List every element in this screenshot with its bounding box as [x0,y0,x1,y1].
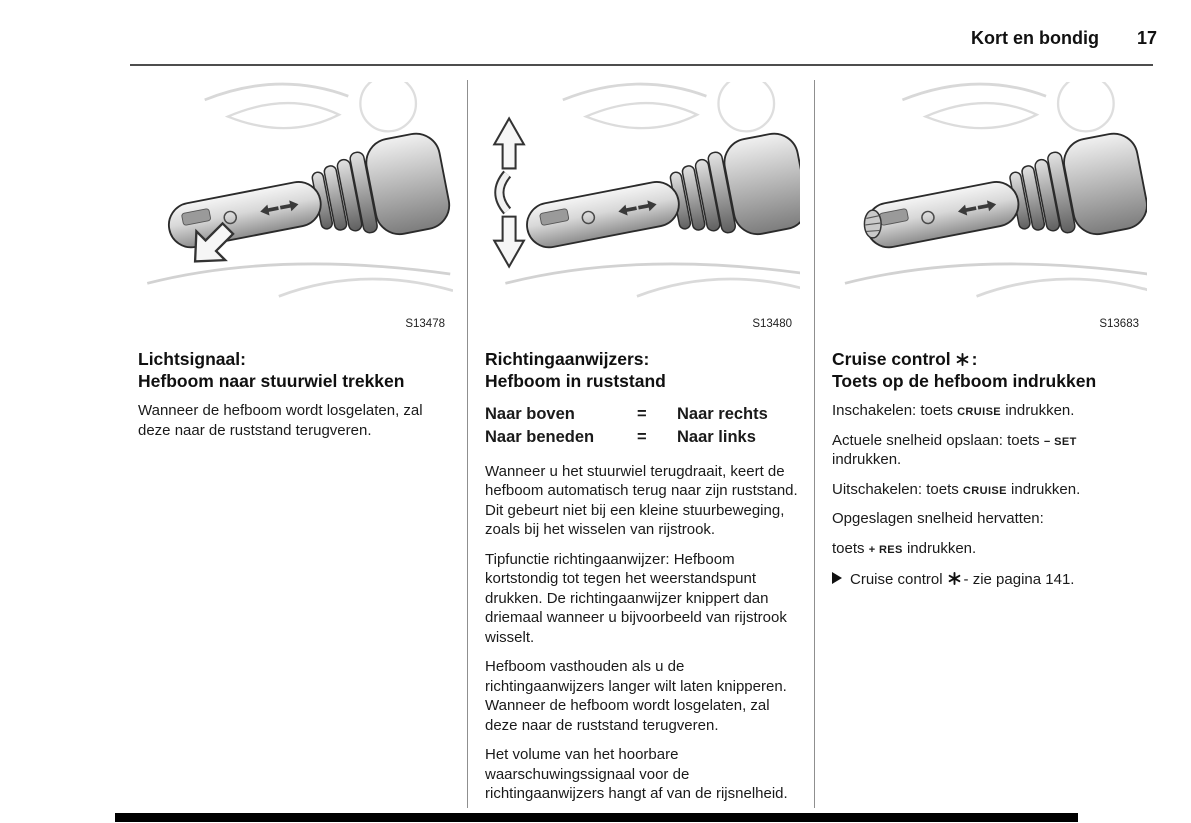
body-paragraph [832,539,1147,559]
heading-line-2: Hefboom naar stuurwiel trekken [138,370,405,391]
text-segment: indrukken. [832,451,902,469]
heading-line-1: Lichtsignaal: [138,349,246,369]
cruise-thumbwheel-icon [864,210,881,238]
optional-equipment-icon [948,572,961,585]
heading-colon: : [971,349,978,369]
heading-line-2: Toets op de hefboom indrukken [832,370,1097,391]
heading-text: Cruise control [832,349,951,369]
text-segment: Inschakelen: toets [832,402,958,420]
text-segment: indrukken. [1006,480,1081,498]
body-paragraph: Tipfunctie richtingaanwijzer: Hefboom kortstondig tot tegen het weerstandspunt drukken. De richtingaanwijzer knippert dan driemaal wanneer u bijvoorbeeld van rijstrook wisselt. [485,550,787,646]
reference-page-text: - zie pagina 141. [963,571,1075,589]
column-heading [138,349,453,392]
res-button-label: + RES [868,543,903,556]
cruise-button-label: CRUISE [957,406,1002,419]
text-segment: toets [832,539,869,557]
column-heading [832,349,1147,392]
lever-illustration [845,82,1147,296]
header-title: Kort en bondig [970,28,1099,48]
mapping-row [485,403,800,426]
body-paragraph [832,401,1147,421]
mapping-equals: = [637,428,647,447]
body-paragraph [832,431,1147,470]
direction-mapping-table [485,403,800,449]
lever-pull-figure-svg [138,82,453,316]
heading-line-2: Hefboom in ruststand [485,370,666,391]
bottom-bar [115,813,1078,822]
mapping-equals: = [637,405,647,424]
lever-updown-figure-svg [485,82,800,316]
page-number: 17 [1136,28,1157,48]
body-paragraph: Opgeslagen snelheid hervatten: [832,510,1044,528]
figure-code: S13683 [1099,318,1139,330]
column-heading [485,349,800,392]
heading-line-1 [832,349,1147,371]
column-light-signal [130,80,467,808]
content-columns [130,80,1161,808]
text-segment: Uitschakelen: toets [832,480,963,498]
figure-cruise-control [832,82,1147,316]
set-button-label: − SET [1043,435,1077,448]
text-segment: Actuele snelheid opslaan: toets [832,431,1044,449]
lever-illustration [505,82,800,296]
body-paragraph: Het volume van het hoorbare waarschuwingssignaal voor de richtingaanwijzers hangt af van de rijsnelheid. [485,746,788,803]
body-paragraph [832,480,1147,500]
mapping-left: Naar beneden [485,428,595,447]
optional-equipment-icon [956,353,969,366]
heading-line-1: Richtingaanwijzers: [485,349,650,369]
lever-cruise-figure-svg [832,82,1147,316]
mapping-row [485,426,800,449]
header-rule [130,64,1153,66]
see-also-triangle-icon [832,572,842,584]
body-paragraph: Hefboom vasthouden als u de richtingaanwijzers langer wilt laten knipperen. Wanneer de hefboom wordt losgelaten, zal deze naar de ruststand terugveren. [485,658,787,734]
figure-code: S13478 [405,318,445,330]
text-segment: indrukken. [1001,402,1075,420]
page-header [971,28,1157,49]
see-also-reference [832,571,1147,588]
reference-text: Cruise control [850,571,943,589]
cruise-button-label: CRUISE [962,484,1007,497]
mapping-left: Naar boven [485,405,575,424]
figure-light-signal [138,82,453,316]
mapping-right: Naar rechts [677,405,768,424]
column-cruise-control [814,80,1161,808]
figure-turn-indicators [485,82,800,316]
up-down-arrows-icon [494,118,524,266]
figure-code: S13480 [752,318,792,330]
body-paragraph: Wanneer de hefboom wordt losgelaten, zal deze naar de ruststand terugveren. [138,402,423,439]
text-segment: indrukken. [902,539,977,557]
mapping-right: Naar links [677,428,756,447]
lever-illustration [147,82,453,296]
body-paragraph: Wanneer u het stuurwiel terugdraait, keert de hefboom automatisch terug naar zijn ruststand. Dit gebeurt niet bij een kleine stuurbeweging, zoals bij het wisselen van rijstrook. [485,462,798,539]
column-turn-indicators [467,80,814,808]
